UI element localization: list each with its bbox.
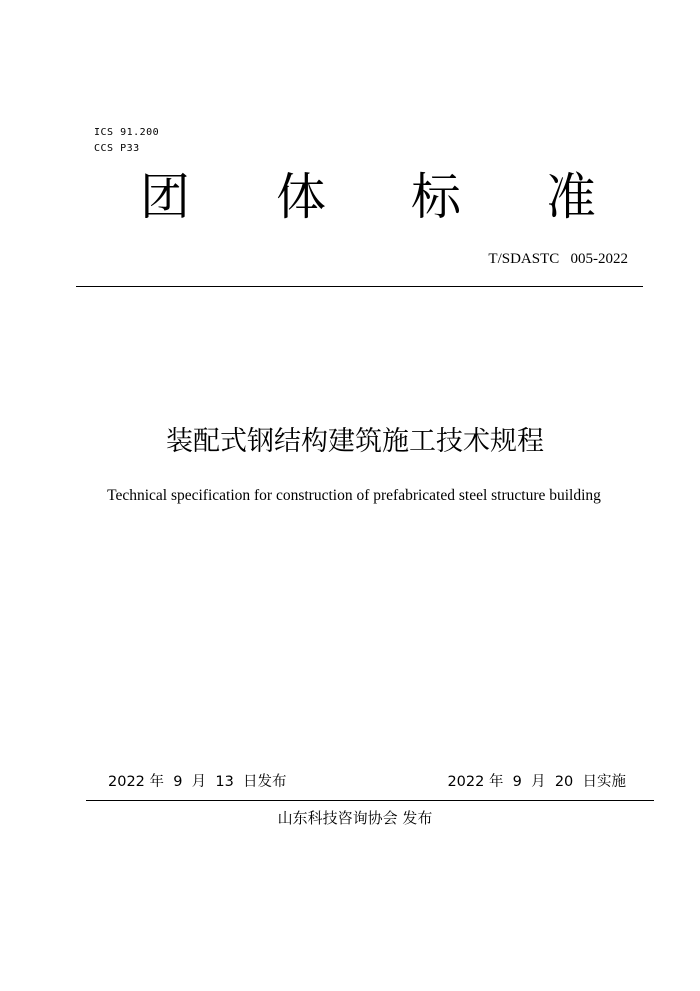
implementation-date: 2022 年 9 月 20 日实施 — [447, 774, 626, 790]
category-char-1: 团 — [140, 168, 190, 226]
ccs-code: CCS P33 — [94, 143, 140, 154]
bottom-divider — [86, 800, 654, 801]
issue-date: 2022 年 9 月 13 日发布 — [108, 774, 287, 790]
category-char-4: 准 — [546, 168, 596, 226]
standard-number: T/SDASTC 005-2022 — [488, 251, 628, 267]
top-divider — [76, 286, 643, 287]
ics-code: ICS 91.200 — [94, 127, 160, 138]
category-char-3: 标 — [411, 168, 461, 226]
chinese-title: 装配式钢结构建筑施工技术规程 — [166, 426, 544, 457]
english-title: Technical specification for construction of prefabricated steel structure building — [107, 487, 601, 504]
publisher: 山东科技咨询协会 发布 — [277, 809, 433, 827]
category-char-2: 体 — [276, 168, 326, 226]
